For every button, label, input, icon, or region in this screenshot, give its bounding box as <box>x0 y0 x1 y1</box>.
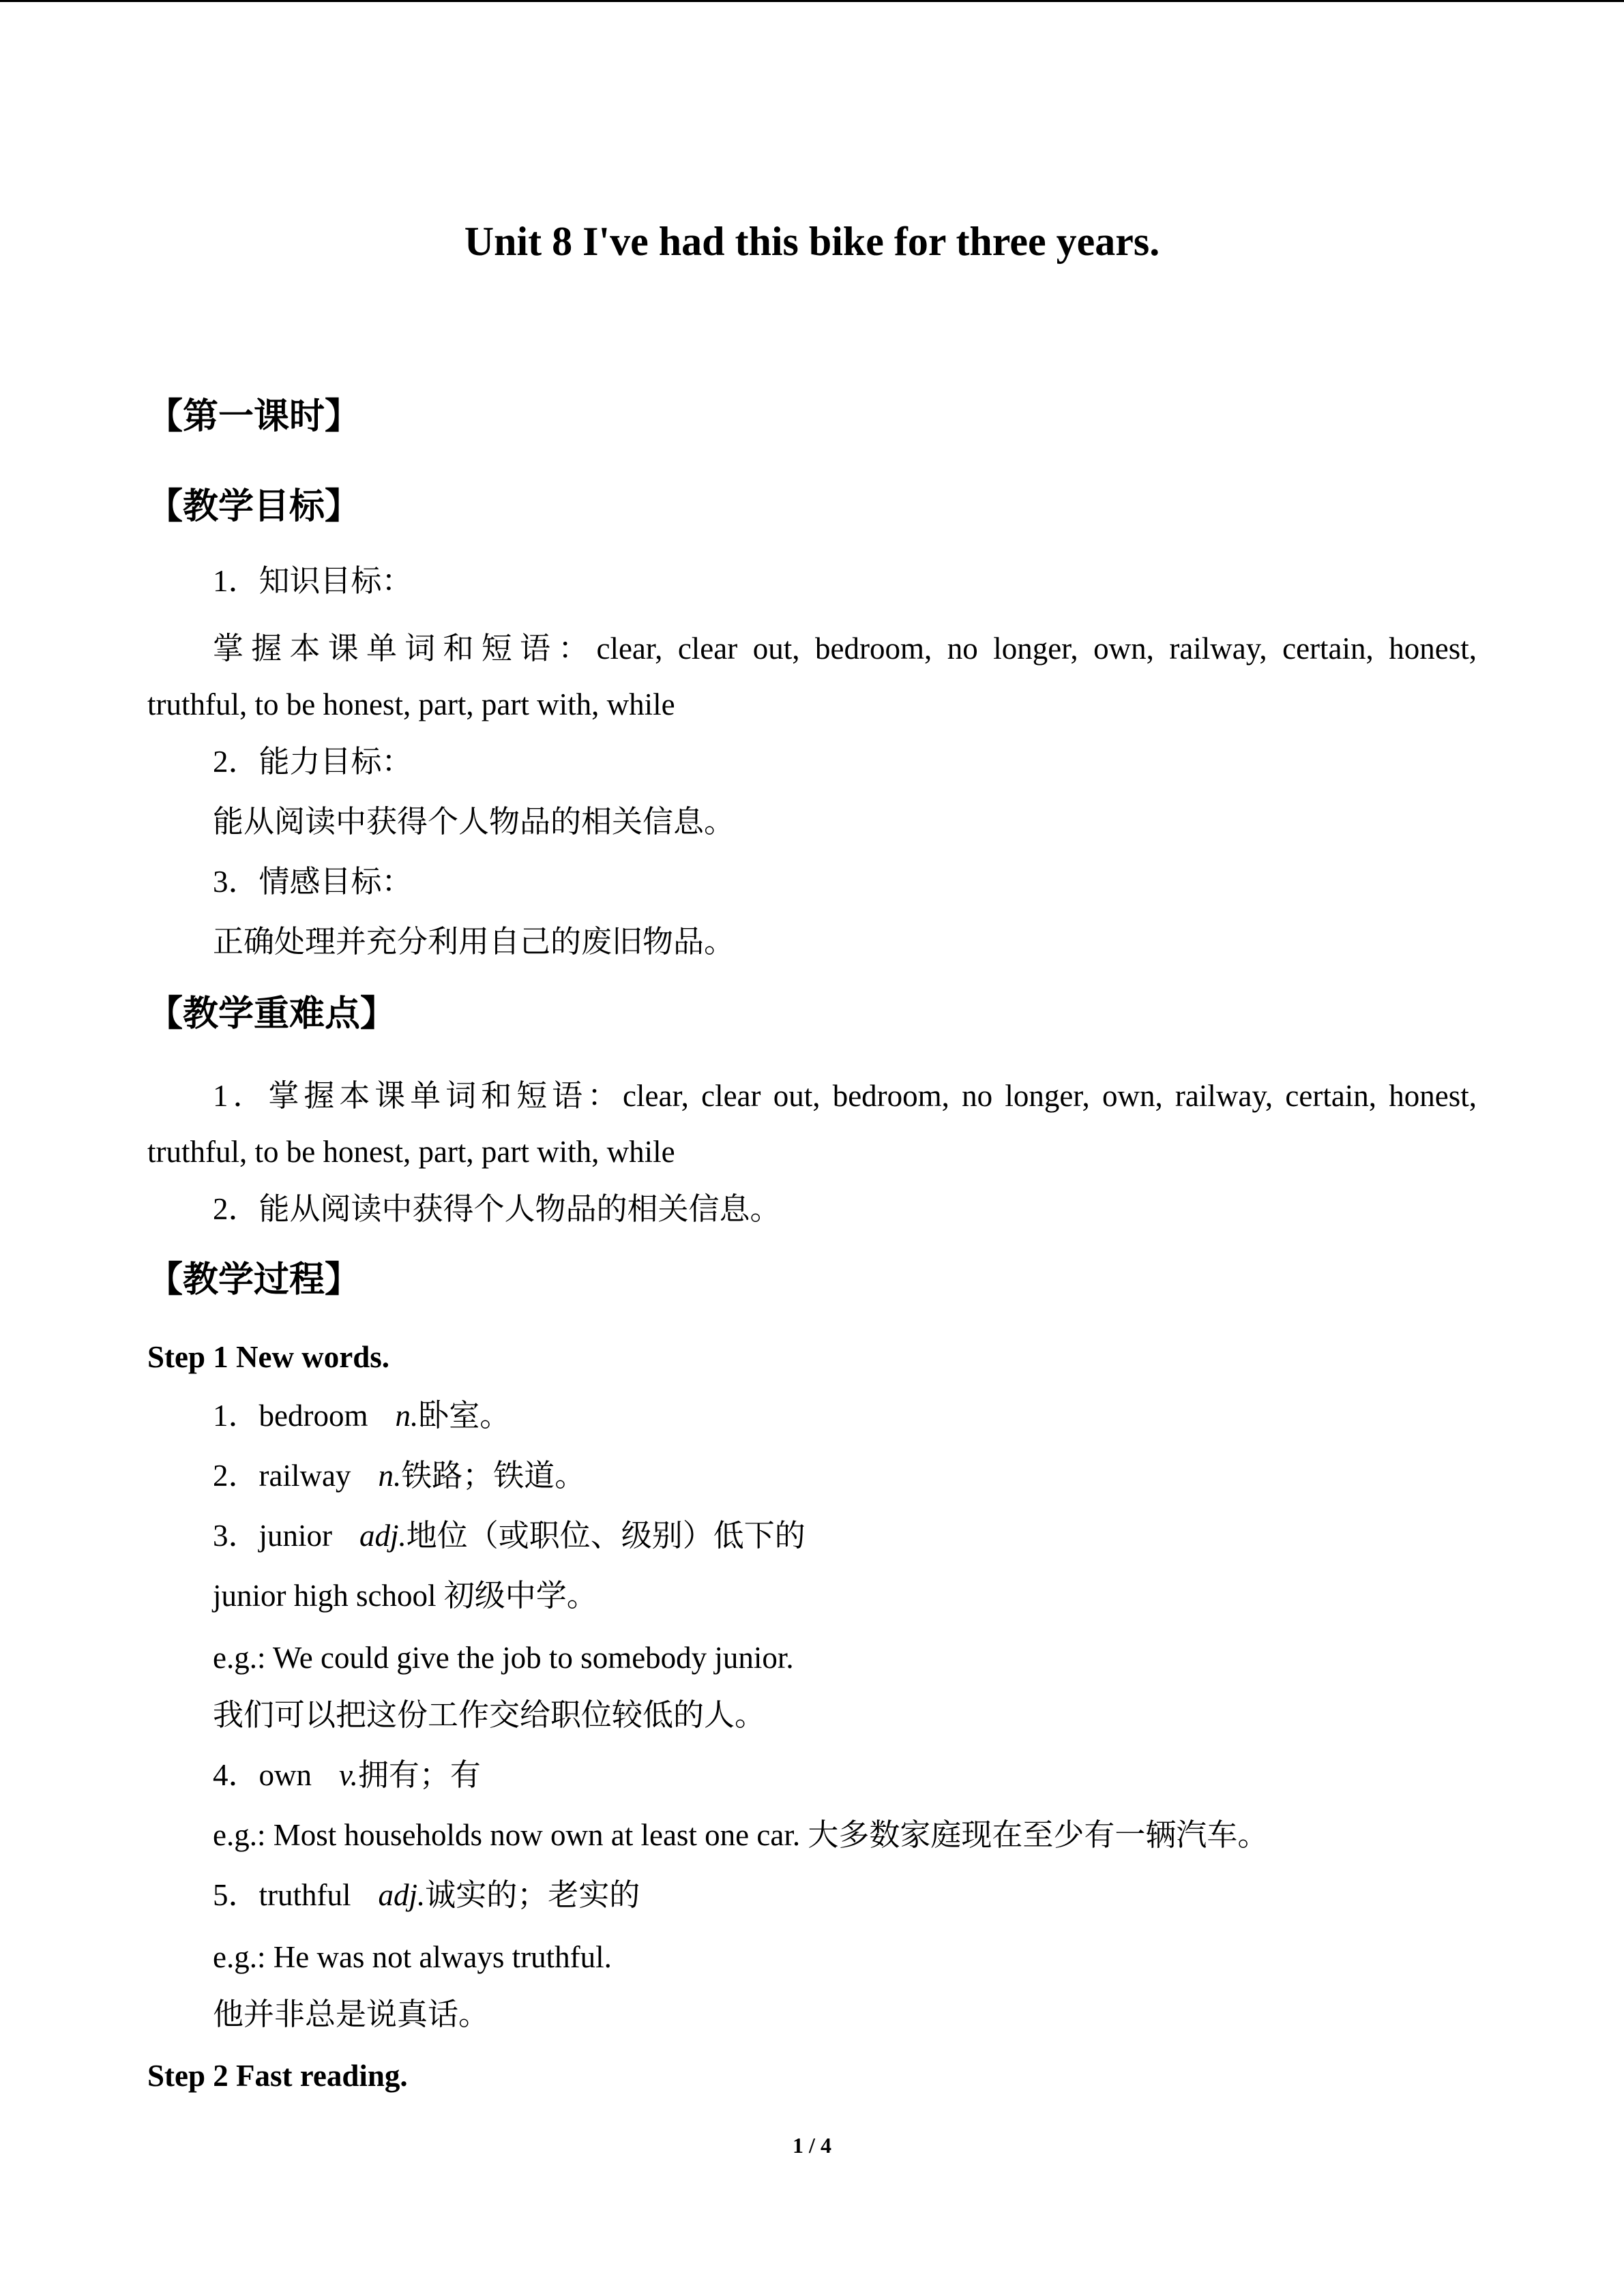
word-3-pos: adj. <box>359 1519 407 1553</box>
word-4-example: e.g.: Most households now own at least one car. 大多数家庭现在至少有一辆汽车。 <box>213 1818 1269 1852</box>
word-3-definition: 地位（或职位、级别）低下的 <box>406 1519 806 1553</box>
word-3 <box>213 1517 806 1554</box>
word-2-pos: n. <box>378 1459 402 1493</box>
word-3-example: e.g.: We could give the job to somebody junior. <box>213 1641 794 1675</box>
word-5-term: 5．truthful <box>213 1878 351 1912</box>
goal-2-text: 能从阅读中获得个人物品的相关信息。 <box>213 805 735 839</box>
goal-1-text-line-2: truthful, to be honest, part, part with, while <box>147 687 675 721</box>
goal-2-label: 2．能力目标： <box>213 745 413 779</box>
goal-3-text: 正确处理并充分利用自己的废旧物品。 <box>213 925 735 959</box>
goal-1-label: 1．知识目标： <box>213 564 413 598</box>
word-5-translation: 他并非总是说真话。 <box>213 1997 490 2031</box>
document-title: Unit 8 I've had this bike for three years. <box>464 219 1160 264</box>
word-1 <box>213 1397 510 1434</box>
keypoint-1-line-1: 1．掌握本课单词和短语：clear, clear out, bedroom, no longer, own, railway, certain, honest, <box>213 1079 1477 1113</box>
goals-heading: 【教学目标】 <box>147 486 361 527</box>
word-1-definition: 卧室。 <box>418 1399 511 1433</box>
word-4-definition: 拥有；有 <box>357 1758 481 1792</box>
page-top-border <box>0 0 1624 2</box>
process-heading: 【教学过程】 <box>147 1259 361 1300</box>
goal-3-label: 3．情感目标： <box>213 865 413 899</box>
word-5-example: e.g.: He was not always truthful. <box>213 1940 612 1974</box>
word-5-pos: adj. <box>378 1878 426 1912</box>
keypoints-heading: 【教学重难点】 <box>147 994 396 1034</box>
step-2-heading: Step 2 Fast reading. <box>147 2059 408 2093</box>
word-4-term: 4．own <box>213 1758 312 1792</box>
step-1-heading: Step 1 New words. <box>147 1340 389 1374</box>
word-5-definition: 诚实的；老实的 <box>425 1878 640 1912</box>
word-4 <box>213 1757 481 1793</box>
word-2-definition: 铁路；铁道。 <box>401 1459 586 1493</box>
keypoint-2: 2．能从阅读中获得个人物品的相关信息。 <box>213 1192 781 1226</box>
goal-1-text-line-1: 掌握本课单词和短语：clear, clear out, bedroom, no longer, own, railway, certain, honest, <box>213 631 1477 666</box>
word-3-phrase: junior high school 初级中学。 <box>213 1579 597 1613</box>
word-1-pos: n. <box>395 1399 419 1433</box>
keypoint-1-line-2: truthful, to be honest, part, part with, while <box>147 1135 675 1169</box>
word-3-translation: 我们可以把这份工作交给职位较低的人。 <box>213 1698 766 1732</box>
word-2-term: 2．railway <box>213 1459 351 1493</box>
word-4-pos: v. <box>339 1758 358 1792</box>
word-1-term: 1．bedroom <box>213 1399 368 1433</box>
word-3-term: 3．junior <box>213 1519 332 1553</box>
word-2 <box>213 1457 585 1494</box>
word-5 <box>213 1877 640 1913</box>
page-number: 1 / 4 <box>793 2133 831 2158</box>
lesson-heading: 【第一课时】 <box>147 396 361 437</box>
